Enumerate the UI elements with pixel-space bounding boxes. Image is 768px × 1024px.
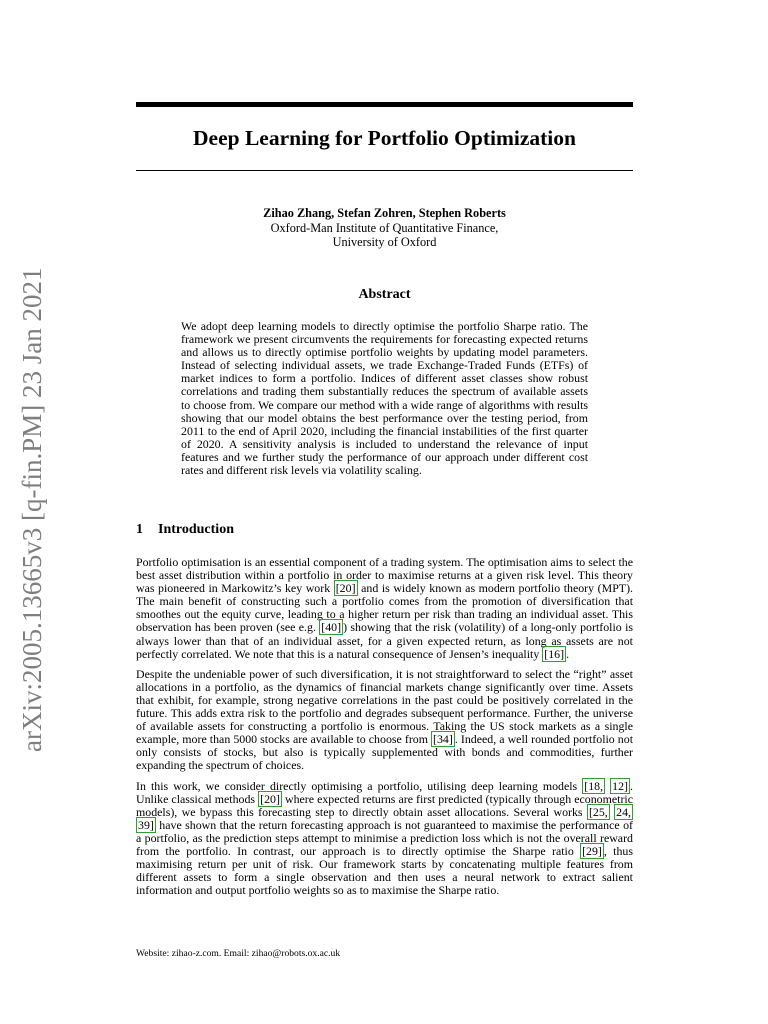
title-bottom-rule <box>136 170 633 171</box>
section-number: 1 <box>136 522 143 537</box>
section-title: Introduction <box>158 522 234 537</box>
title-top-rule <box>136 102 633 107</box>
introduction-body <box>136 556 633 904</box>
paragraph-text: Portfolio optimisation is an essential component of a trading system. The optimisation aims to select the best asset distribution within a portfolio in order to maximise returns at a given risk level. This theory was pioneered in Markowitz’s key work <box>136 555 633 596</box>
arxiv-identifier: arXiv:2005.13665v3 [q-fin.PM] 23 Jan 2021 <box>17 267 47 752</box>
paragraph-1 <box>136 556 633 661</box>
paragraph-3 <box>136 780 633 898</box>
citation-link[interactable]: 39] <box>138 817 154 832</box>
paragraph-text: Despite the undeniable power of such diversification, it is not straightforward to select the “right” asset allocations in a portfolio, as the dynamics of financial markets change significantly over time. Assets that exhibit, for example, strong negative correlations in the past could be positively correlated in the future. This adds extra risk to the portfolio and degrades subsequent performance. Further, the universe of available assets for constructing a portfolio is enormous. Taking the US stock markets as a single example, more than 5000 stocks are available to choose from <box>136 666 633 747</box>
abstract-text: We adopt deep learning models to directly optimise the portfolio Sharpe ratio. The framework we present circumvents the requirements for forecasting expected returns and allows us to directly optimise portfolio weights by updating model parameters. Instead of selecting individual assets, we trade Exchange-Traded Funds (ETFs) of market indices to form a portfolio. Indices of different asset classes show robust correlations and trading them substantially reduces the spectrum of available assets to choose from. We compare our method with a wide range of algorithms with results showing that our model obtains the best performance over the testing period, from 2011 to the end of April 2020, including the financial instabilities of the first quarter of 2020. A sensitivity analysis is included to understand the relevance of input features and we further study the performance of our approach under different cost rates and different risk levels via volatility scaling. <box>181 319 588 478</box>
paragraph-text: . Unlike classical methods <box>136 778 633 806</box>
citation-link[interactable]: [40] <box>321 620 342 635</box>
paragraph-text: , thus maximising return per unit of risk. Our framework starts by concatenating multiple features from different assets to form a single observation and then uses a neural network to extract salient information and output portfolio weights so as to maximise the Sharpe ratio. <box>136 843 633 898</box>
citation-link[interactable]: [34] <box>433 732 453 747</box>
citation-link[interactable]: [25, <box>588 804 608 819</box>
paragraph-text: ) showing that the risk (volatility) of a long-only portfolio is always lower than that of an individual asset, for a given expected return, as long as assets are not perfectly correlated. We note that this is a natural consequence of Jensen’s inequality <box>136 620 633 661</box>
citation-link[interactable]: 12] <box>612 778 629 793</box>
citation-link[interactable]: [16] <box>544 646 565 661</box>
citation-link[interactable]: [18, <box>584 778 604 793</box>
paragraph-2 <box>136 668 633 773</box>
abstract-heading: Abstract <box>358 287 411 302</box>
paragraph-text: In this work, we consider directly optimising a portfolio, utilising deep learning models <box>136 778 583 793</box>
author-names: Zihao Zhang, Stefan Zohren, Stephen Roberts <box>263 206 506 220</box>
citation-link[interactable]: [20] <box>335 581 356 596</box>
paragraph-text: . <box>566 646 570 661</box>
paper-title: Deep Learning for Portfolio Optimization <box>193 126 576 150</box>
paragraph-text: and is widely known as modern portfolio theory (MPT). The main benefit of constructing such a portfolio comes from the promotion of diversification that smoothes out the equity curve, leading to a higher return per risk than trading an individual asset. This observation has been proven (see e.g. <box>136 581 633 635</box>
footnote: Website: zihao-z.com. Email: zihao@robots.ox.ac.uk <box>136 948 341 959</box>
affiliation-line-1: Oxford-Man Institute of Quantitative Finance, <box>270 220 499 235</box>
citation-link[interactable]: 24, <box>616 804 631 819</box>
section-heading <box>136 521 633 539</box>
paragraph-text: where expected returns are first predicted (typically through econometric models), we bypass this forecasting step to directly obtain asset allocations. Several works <box>136 791 633 819</box>
citation-link[interactable]: [29] <box>582 843 602 858</box>
paragraph-text: have shown that the return forecasting approach is not guaranteed to maximise the performance of a portfolio, as the prediction steps attempt to minimise a prediction loss which is not the overall reward from the portfolio. In contrast, our approach is to directly optimise the Sharpe ratio <box>136 817 633 858</box>
author-block <box>136 206 633 250</box>
affiliation-line-2: University of Oxford <box>332 235 437 249</box>
paragraph-text: . Indeed, a well rounded portfolio not only consists of stocks, but also is typically supplemented with bonds and commodities, further expanding the spectrum of choices. <box>136 732 633 773</box>
citation-link[interactable]: [20] <box>260 791 280 806</box>
